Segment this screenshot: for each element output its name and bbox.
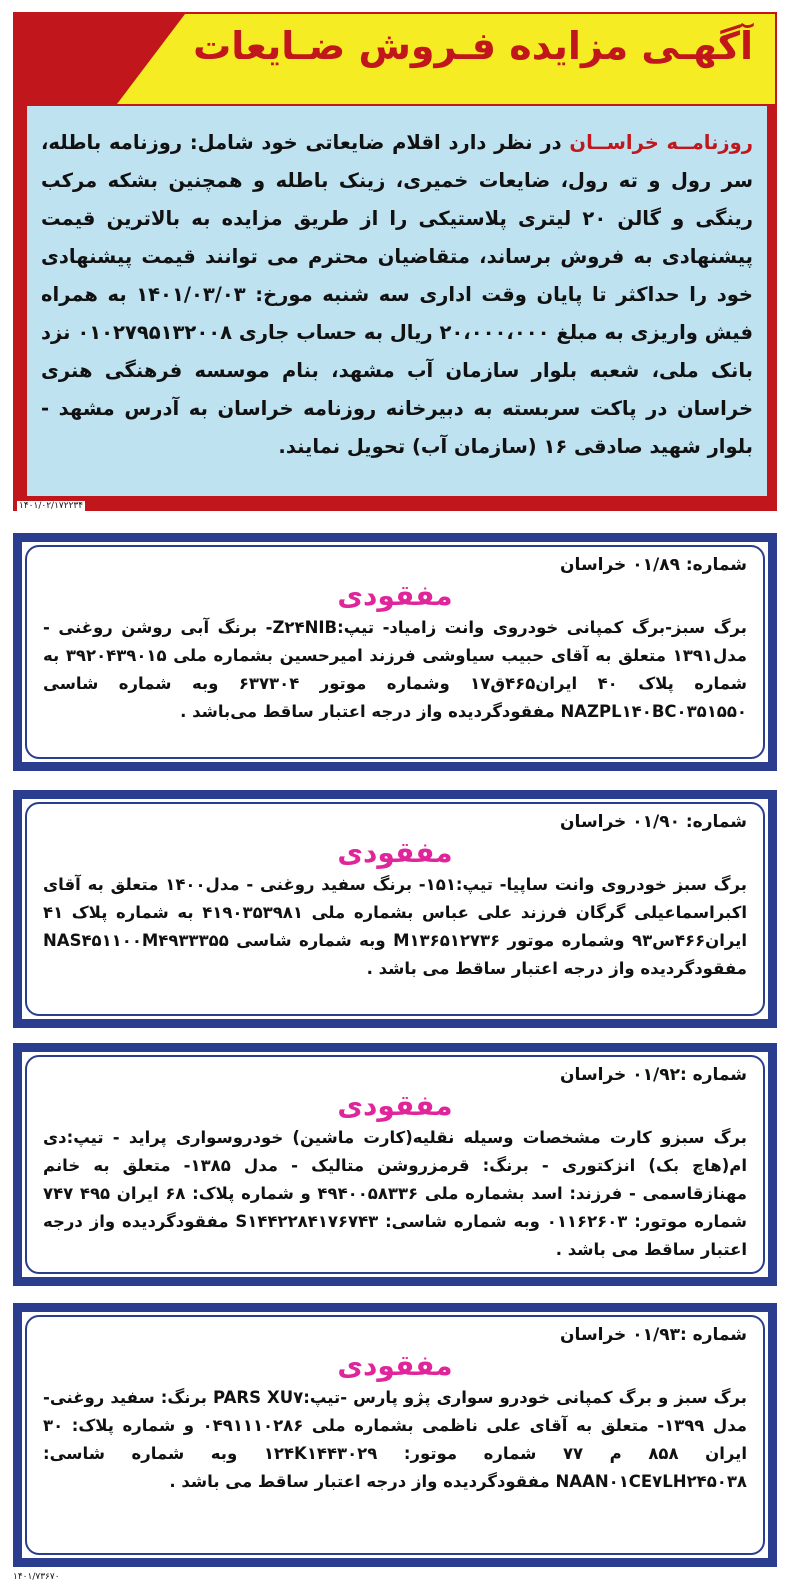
newspaper-name: روزنامــه خراســان: [569, 131, 753, 154]
notice-number: شماره: ۰۱/۸۹ خراسان: [560, 555, 747, 575]
notice-text: برگ سبزو کارت مشخصات وسیله نقلیه(کارت ماشین) خودروسواری پراید - تیپ:دی ام(هاچ بک) انزکتوری - برنگ: قرمزروشن متالیک - مدل ۱۳۸۵- متعلق به خانم مهنازقاسمی - فرزند: اسد بشماره ملی ۴۹۴۰۰۵۸۳۳۶ و شماره پلاک: ۶۸ ایران ۴۹۵ ۷۴۷ شماره موتور: ۰۱۱۶۲۶۰۳ وبه شماره شاسی: S۱۴۴۲۲۸۴۱۷۶۷۴۳ مفقودگردیده واز درجه اعتبار ساقط می باشد .: [43, 1128, 748, 1259]
notice-title: مفقودی: [337, 579, 453, 612]
lost-notice-92: [13, 1043, 777, 1286]
notice-title: مفقودی: [337, 1089, 453, 1122]
notice-text: برگ سبز و برگ کمپانی خودرو سواری پژو پارس -تیپ:PARS XU۷ برنگ: سفید روغنی- مدل ۱۳۹۹- متعلق به آقای علی ناظمی بشماره ملی ۰۴۹۱۱۱۰۲۸۶ و شماره پلاک: ۳۰ ایران ۸۵۸ م ۷۷ شماره موتور: ۱۲۴K۱۴۴۳۰۲۹ وبه شماره شاسی: NAAN۰۱CE۷LH۲۴۵۰۳۸ مفقودگردیده واز درجه اعتبار ساقط می باشد .: [43, 1388, 747, 1491]
notice-number: شماره :۰۱/۹۳ خراسان: [560, 1325, 747, 1345]
auction-body: [27, 106, 767, 496]
notice-number: شماره :۰۱/۹۲ خراسان: [560, 1065, 747, 1085]
auction-title: آگهـی مزایده فـروش ضـایعات: [193, 24, 753, 68]
auction-notice: [13, 12, 777, 511]
header-accent: [15, 14, 185, 104]
auction-header: [15, 14, 775, 104]
notice-title: مفقودی: [337, 836, 453, 869]
notice-title: مفقودی: [337, 1349, 453, 1382]
footer-code: ۱۴۰۱/۷۳۶۷۰: [13, 1572, 60, 1582]
lost-notice-90: [13, 790, 777, 1028]
lost-notice-93: [13, 1303, 777, 1567]
notice-number: شماره: ۰۱/۹۰ خراسان: [560, 812, 747, 832]
lost-notice-89: [13, 533, 777, 771]
notice-text: برگ سبز-برگ کمپانی خودروی وانت زامیاد- تیپ:Z۲۴NIB- برنگ آبی روشن روغنی - مدل۱۳۹۱ متعلق به آقای حبیب سیاوشی فرزند امیرحسین بشماره ملی ۳۹۲۰۴۳۹۰۱۵ به شماره پلاک ۴۰ ایران۴۶۵ق۱۷ وشماره موتور ۶۳۷۳۰۴ وبه شماره شاسی NAZPL۱۴۰BC۰۳۵۱۵۵۰ مفقودگردیده واز درجه اعتبار ساقط می‌باشد .: [43, 618, 748, 721]
auction-code: ۱۴۰۱/۰۲/۱۷۲۲۳۴: [19, 501, 84, 511]
notice-text: برگ سبز خودروی وانت ساپیا- تیپ:۱۵۱- برنگ سفید روغنی - مدل۱۴۰۰ متعلق به آقای اکبراسماعیلی گرگان فرزند علی عباس بشماره ملی ۴۱۹۰۳۵۳۹۸۱ به شماره پلاک ۴۱ ایران۴۶۶س۹۳ وشماره موتور M۱۳۶۵۱۲۷۳۶ وبه شماره شاسی NAS۴۵۱۱۰۰M۴۹۳۳۳۵۵ مفقودگردیده واز درجه اعتبار ساقط می باشد .: [43, 875, 748, 978]
auction-text: در نظر دارد اقلام ضایعاتی خود شامل: روزنامه باطله، سر رول و ته رول، ضایعات خمیری، زینک باطله و همچنین بشکه مرکب رینگی و گالن ۲۰ لیتری پلاستیکی را از طریق مزایده به بالاترین قیمت پیشنهادی به فروش برساند، متقاضیان محترم می توانند قیمت پیشنهادی خود را حداکثر تا پایان وقت اداری سه شنبه مورخ: ۱۴۰۱/۰۳/۰۳ به همراه فیش واریزی به مبلغ ۲۰،۰۰۰،۰۰۰ ریال به حساب جاری ۰۱۰۲۷۹۵۱۳۲۰۰۸ نزد بانک ملی، شعبه بلوار سازمان آب مشهد، بنام موسسه فرهنگی هنری خراسان در پاکت سربسته به دبیرخانه روزنامه خراسان به آدرس مشهد - بلوار شهید صادقی ۱۶ (سازمان آب) تحویل نمایند.: [41, 131, 754, 458]
